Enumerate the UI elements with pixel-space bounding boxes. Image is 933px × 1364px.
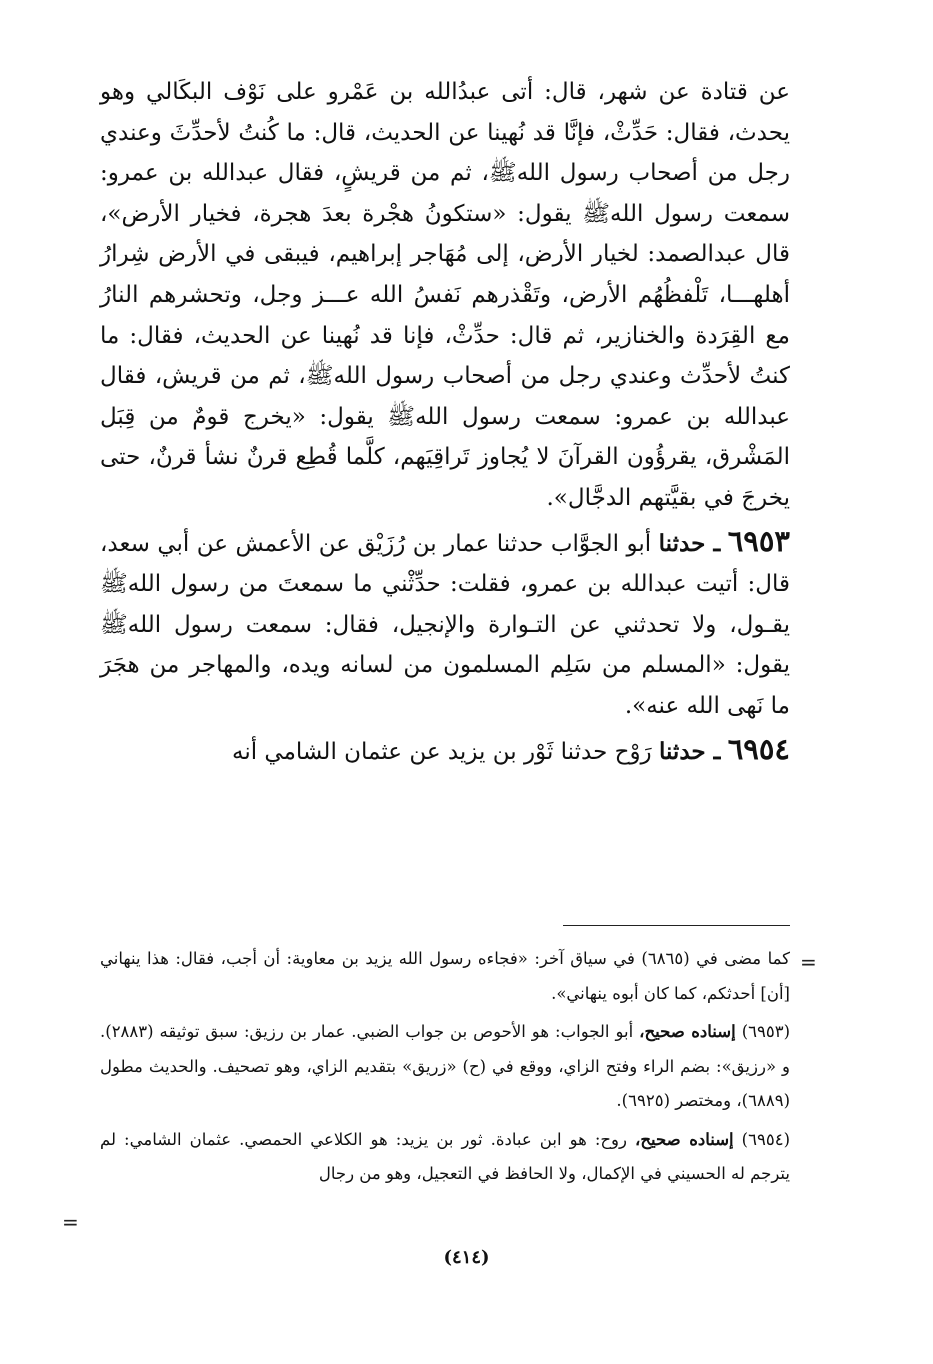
hadith-number: ٦٩٥٤ bbox=[727, 731, 790, 766]
footnote-text: أبو الجواب: هو الأحوص بن جواب الضبي. عمار بن رزيق: سبق توثيقه (٢٨٨٣). و «رزيق»: بضم الراء وفتح الزاي، ووقع في (ح) «زريق» بتقديم الزاي، وهو تصحيف. والحديث مطول (٦٨٨٩)، ومختصر (٦٩٢٥). bbox=[100, 1022, 790, 1110]
hadith-6953 bbox=[100, 521, 790, 727]
paragraph-continued: عن قتادة عن شهر، قال: أتى عبدُالله بن عَمْرو على نَوْف البكَالي وهو يحدث، فقال: حَدِّثْ، فإنَّا قد نُهينا عن الحديث، قال: ما كُنتُ لأحدِّثَ وعندي رجل من أصحاب رسول اللهﷺ، ثم من قريشٍ، فقال عبدالله بن عمرو: سمعت رسول اللهﷺ يقول: «ستكونُ هجْرة بعدَ هجرة، فخيار الأرض»، قال عبدالصمد: لخيار الأرض، إلى مُهَاجر إبراهيم، فيبقى في الأرض شِرارُ أهلهـــا، تَلْفظُهُم الأرض، وتَقْذرهم نَفسُ الله عـــز وجل، وتحشرهم النارُ مع القِرَدة والخنازير، ثم قال: حدِّثْ، فإنا قد نُهينا عن الحديث، فقال: ما كنتُ لأحدِّث وعندي رجل من أصحاب رسول اللهﷺ، ثم من قريش، فقال عبدالله بن عمرو: سمعت رسول اللهﷺ يقول: «يخرج قومٌ من قِبَل المَشْرق، يقرؤُون القرآنَ لا يُجاوز تَراقِيَهم، كلَّما قُطِع قرنٌ نشأ قرنٌ، حتى يخرجَ في بقيَّتهم الدجَّال». bbox=[100, 79, 790, 511]
hadith-lead: ـ حدثنا bbox=[658, 529, 721, 557]
hadith-number: ٦٩٥٣ bbox=[727, 523, 791, 558]
hadith-6954 bbox=[100, 729, 790, 773]
footnote-continued: كما مضى في (٦٨٦٥) في سياق آخر: «فجاءه رسول الله يزيد بن معاوية: أن أجب، فقال: هذا ينهاني [أن] أحدثكم، كما كان أبوه ينهاني». bbox=[100, 949, 790, 1003]
footnote-text: روح: هو ابن عبادة. ثور بن يزيد: هو الكلاعي الحمصي. عثمان الشامي: لم يترجم له الحسيني في الإكمال، ولا الحافظ في التعجيل، وهو من رجال bbox=[100, 1129, 790, 1183]
footnote-6953 bbox=[100, 1015, 790, 1119]
footnote-verdict: إسناده صحيح، bbox=[635, 1129, 734, 1149]
footnote-divider bbox=[563, 925, 790, 926]
hadith-lead: ـ حدثنا bbox=[658, 737, 721, 765]
footnote-id: (٦٩٥٣) bbox=[741, 1022, 791, 1041]
hadith-text: أبو الجوَّاب حدثنا عمار بن رُزَيْق عن الأعمش عن أبي سعد، قال: أتيت عبدالله بن عمرو، فقلت: حدِّثْني ما سمعتَ من رسول اللهﷺ يقـول، ولا تحدثني عن التـوارة والإنجيل، فقال: سمعت رسول اللهﷺ يقول: «المسلم من سَلِم المسلمون من لسانه ويده، والمهاجر من هجَرَ ما نَهى الله عنه». bbox=[100, 530, 790, 719]
footnote-id: (٦٩٥٤) bbox=[741, 1129, 790, 1149]
footnote-verdict: إسناده صحيح، bbox=[639, 1022, 736, 1041]
main-text bbox=[100, 72, 790, 772]
continuation-mark: = bbox=[800, 950, 817, 974]
footnotes bbox=[100, 942, 790, 1196]
hadith-text: رَوْح حدثنا ثَوْر بن يزيد عن عثمان الشامي أنه bbox=[231, 738, 652, 765]
page-number: (٤١٤) bbox=[443, 1247, 490, 1268]
continuation-mark: = bbox=[62, 1210, 79, 1234]
footnote-6954 bbox=[100, 1123, 790, 1192]
